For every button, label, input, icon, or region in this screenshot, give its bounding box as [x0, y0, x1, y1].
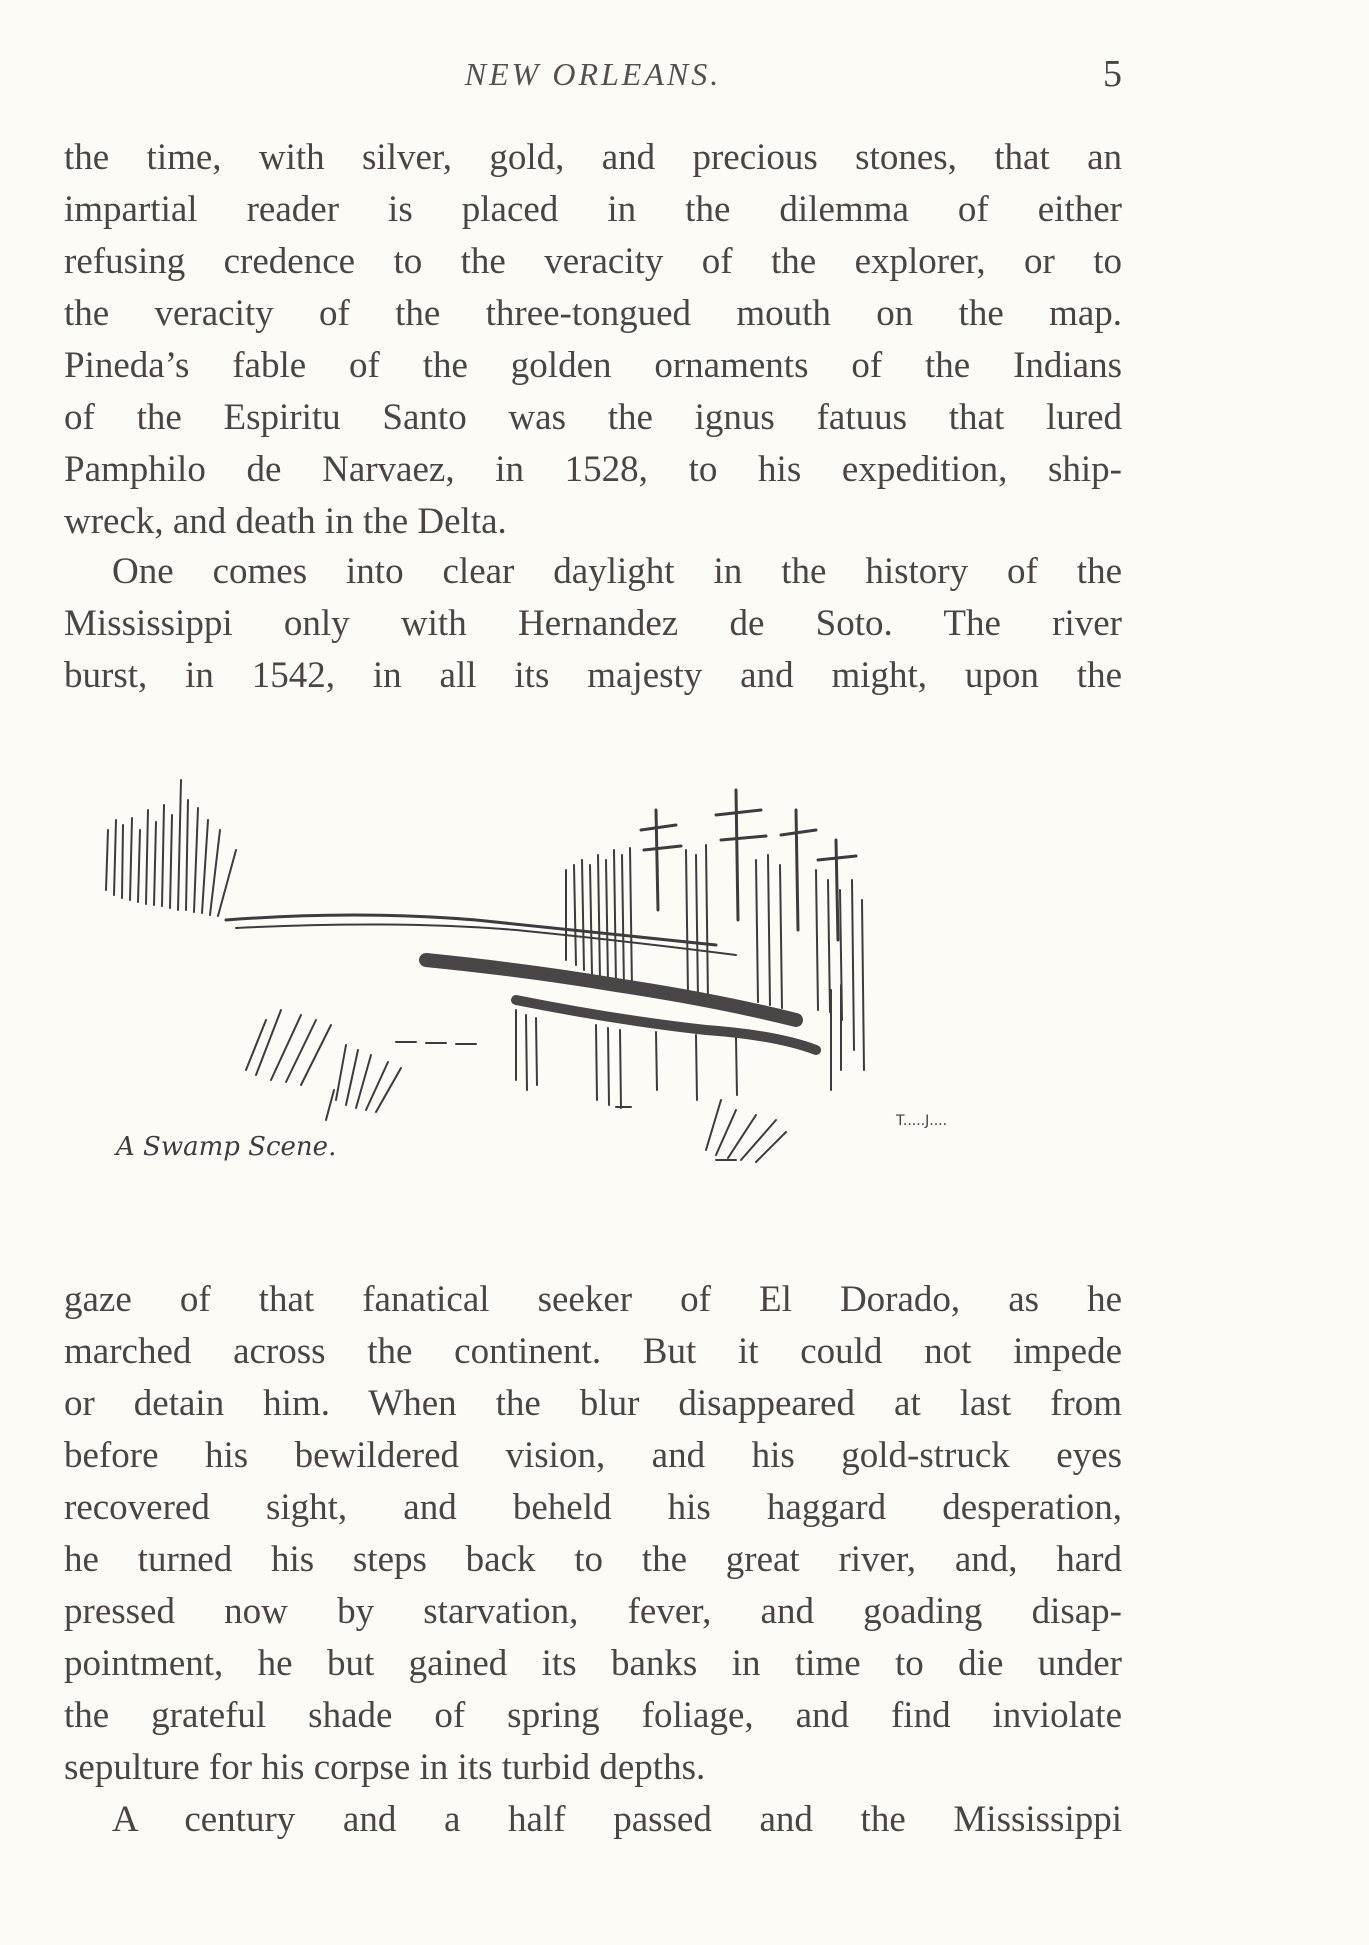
right-thicket [566, 845, 864, 1070]
swamp-scene-illustration [96, 770, 1100, 1220]
text-line: the grateful shade of spring foliage, and find inviolate [64, 1695, 1122, 1736]
foreground-grasses [246, 1010, 401, 1120]
caption-text: A Swamp Scene. [116, 1132, 337, 1162]
text-line: Pamphilo de Narvaez, in 1528, to his expedition, ship- [64, 449, 1122, 490]
text-line: refusing credence to the veracity of the explorer, or to [64, 241, 1122, 282]
running-title: NEW ORLEANS. [464, 56, 722, 92]
text-line: he turned his steps back to the great river, and, hard [64, 1539, 1122, 1580]
text-line: marched across the continent. But it could not impede [64, 1331, 1122, 1372]
page-number: 5 [1103, 53, 1122, 95]
text-line: Pineda’s fable of the golden ornaments of the Indians [64, 345, 1122, 386]
text-line: or detain him. When the blur disappeared at last from [64, 1383, 1122, 1424]
text-line: A century and a half passed and the Mississippi [112, 1799, 1122, 1840]
text-line: the time, with silver, gold, and precious stones, that an [64, 137, 1122, 178]
water-reflections [516, 1010, 737, 1108]
cypress-trees [641, 790, 856, 940]
caption-lettering [114, 1113, 947, 1162]
text-line: recovered sight, and beheld his haggard desperation, [64, 1487, 1122, 1528]
text-line: before his bewildered vision, and his gold-struck eyes [64, 1435, 1122, 1476]
left-reeds [106, 780, 236, 916]
text-line: of the Espiritu Santo was the ignus fatuus that lured [64, 397, 1122, 438]
text-line: wreck, and death in the Delta. [64, 501, 507, 542]
swamp-engraving [96, 770, 1100, 1220]
text-line: Mississippi only with Hernandez de Soto. The river [64, 603, 1122, 644]
artist-signature: T.....J.... [896, 1113, 948, 1129]
running-head [64, 52, 1122, 102]
text-line: One comes into clear daylight in the history of the [112, 551, 1122, 592]
text-line: burst, in 1542, in all its majesty and might, upon the [64, 655, 1122, 696]
paragraph-de-soto [64, 546, 1122, 702]
text-line: impartial reader is placed in the dilemma of either [64, 189, 1122, 230]
text-line: the veracity of the three-tongued mouth on the map. [64, 293, 1122, 334]
paragraph-continuation-el-dorado [64, 1274, 1122, 1846]
text-line: sepulture for his corpse in its turbid depths. [64, 1747, 706, 1788]
paragraph-continuation [64, 132, 1122, 548]
text-line: pressed now by starvation, fever, and goading disap- [64, 1591, 1122, 1632]
text-line: gaze of that fanatical seeker of El Dorado, as he [64, 1279, 1122, 1320]
text-line: pointment, he but gained its banks in time to die under [64, 1643, 1122, 1684]
